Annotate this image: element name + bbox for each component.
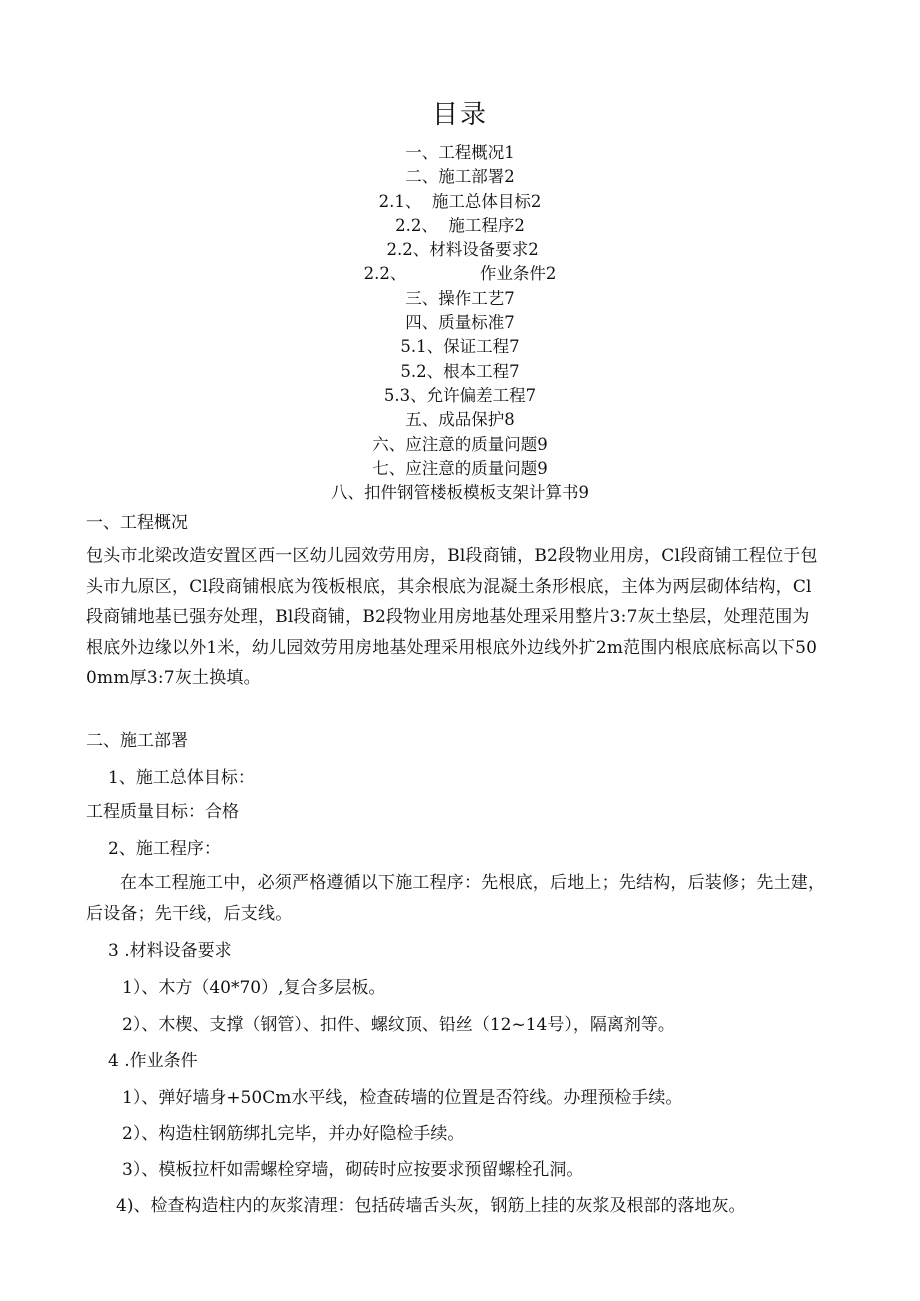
- toc-item[interactable]: 5.3、允许偏差工程7: [383, 385, 537, 405]
- section-heading: 二、施工部署: [86, 731, 188, 751]
- section-overview: [86, 508, 826, 694]
- overview-paragraph: 包头市北梁改造安置区西一区幼儿园效劳用房，Bl段商铺，B2段物业用房，Cl段商铺工程位于包头市九原区，Cl段商铺根底为筏板根底，其余根底为混凝土条形根底，主体为两层砌体结构，Cl段商铺地基已强夯处理，Bl段商铺，B2段物业用房地基处理采用整片3:7灰土垫层，处理范围为根底外边缘以外1米，幼儿园效劳用房地基处理采用根底外边线外扩2m范围内根底底标高以下500mm厚3:7灰土换填。: [86, 546, 818, 688]
- list-item: 2）、木楔、支撑（钢管）、扣件、螺纹顶、铅丝（12~14号），隔离剂等。: [122, 1015, 675, 1035]
- table-of-contents: [0, 141, 920, 505]
- list-item: 1）、弹好墙身+50Cm水平线，检查砖墙的位置是否符线。办理预检手续。: [122, 1088, 683, 1108]
- toc-title: 目录: [431, 100, 488, 130]
- quality-goal-text: 工程质量目标：合格: [86, 802, 239, 822]
- list-item: 2）、构造柱钢筋绑扎完毕，并办好隐检手续。: [122, 1124, 465, 1144]
- toc-item[interactable]: 5.2、根本工程7: [400, 361, 520, 381]
- subsection-heading: 4 .作业条件: [108, 1051, 198, 1071]
- list-item: 1）、木方（40*70）,复合多层板。: [122, 978, 386, 998]
- list-item: 3）、模板拉杆如需螺栓穿墙，砌砖时应按要求预留螺栓孔洞。: [122, 1160, 584, 1180]
- toc-item[interactable]: 三、操作工艺7: [405, 288, 515, 308]
- toc-item[interactable]: 2.2、 作业条件2: [363, 264, 557, 284]
- toc-item[interactable]: 5.1、保证工程7: [400, 337, 520, 357]
- toc-item[interactable]: 二、施工部署2: [405, 167, 515, 187]
- toc-item[interactable]: 2.2、材料设备要求2: [381, 240, 539, 260]
- toc-item[interactable]: 六、应注意的质量问题9: [372, 434, 548, 454]
- section-deployment: [86, 726, 826, 1221]
- toc-item[interactable]: 四、质量标准7: [405, 313, 515, 333]
- toc-item[interactable]: 七、应注意的质量问题9: [372, 458, 548, 478]
- toc-item[interactable]: 2.2、 施工程序2: [395, 215, 525, 235]
- section-heading: 一、工程概况: [86, 513, 188, 533]
- procedure-paragraph: 在本工程施工中，必须严格遵循以下施工程序：先根底，后地上；先结构，后装修；先土建，后设备；先干线，后支线。: [86, 873, 826, 924]
- subsection-heading: 1、施工总体目标：: [108, 768, 255, 788]
- subsection-heading: 2、施工程序：: [108, 839, 221, 859]
- toc-item[interactable]: 一、工程概况1: [405, 143, 515, 162]
- toc-item[interactable]: 五、成品保护8: [405, 410, 515, 430]
- subsection-heading: 3 .材料设备要求: [108, 941, 232, 961]
- list-item: 4)、检查构造柱内的灰浆清理：包括砖墙舌头灰，钢筋上挂的灰浆及根部的落地灰。: [116, 1196, 746, 1216]
- toc-item[interactable]: 2.1、 施工总体目标2: [378, 191, 542, 211]
- toc-item[interactable]: 八、扣件钢管楼板模板支架计算书9: [331, 483, 589, 503]
